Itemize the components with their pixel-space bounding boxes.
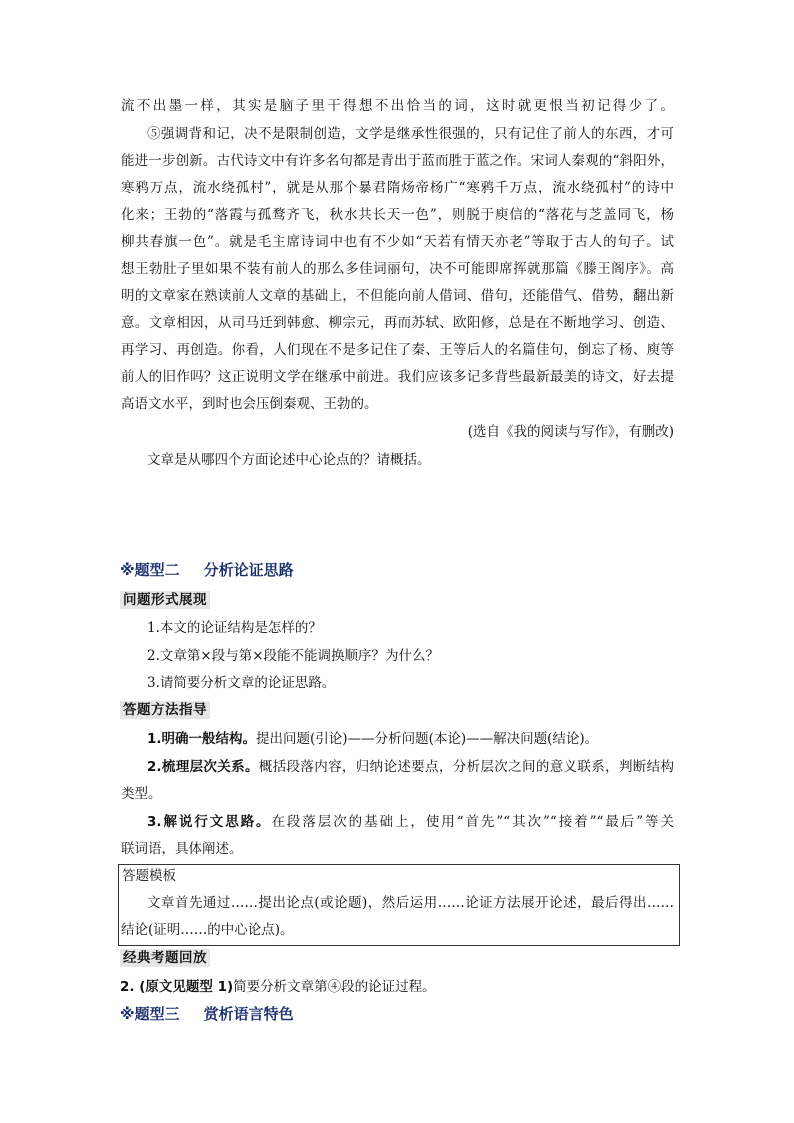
review-ref: 2. (原文见题型 1) [120,979,234,995]
method-item-3 [147,812,674,832]
method-text: 概括段落内容，归纳论述要点，分析层次之间的意义联系，判断结构 [258,759,674,775]
method-item-1 [147,729,598,749]
section-title: 分析论证思路 [203,561,294,579]
method-label: 答题方法指导 [120,701,210,719]
question-text: 文章是从哪四个方面论述中心论点的？请概括。 [147,452,431,468]
passage-line: 寒鸦万点，流水绕孤村”，就是从那个暴君隋炀帝杨广“寒鸦千万点，流水绕孤村”的诗中 [121,180,674,196]
template-title: 答题模板 [122,868,176,884]
passage-line: 意。文章相因，从司马迁到韩愈、柳宗元，再而苏轼、欧阳修，总是在不断地学习、创造、 [121,315,674,331]
method-item-2 [147,757,674,777]
passage-line: 再学习、再创造。你看，人们现在不是多记住了秦、王等后人的名篇佳句，倒忘了杨、庾等 [121,342,674,358]
section-mark: ※题型二 [120,561,180,579]
passage-line: 明的文章家在熟读前人文章的基础上，不但能向前人借词、借句，还能借气、借势，翻出新 [121,288,674,304]
review-question [120,977,436,997]
method-title: 1.明确一般结构。 [147,731,257,747]
section-heading-3 [120,1003,294,1025]
passage-line: 想王勃肚子里如果不装有前人的那么多佳词丽句，决不可能即席挥就那篇《滕王阁序》。高 [121,261,674,277]
method-text-cont: 联词语，具体阐述。 [121,841,243,857]
passage-line: ⑤强调背和记，决不是限制创造，文学是继承性很强的，只有记住了前人的东西，才可 [147,126,674,142]
passage-line: 高语文水平，到时也会压倒秦观、王勃的。 [121,396,378,412]
form-item: 1.本文的论证结构是怎样的？ [147,620,322,636]
review-label: 经典考题回放 [120,949,210,967]
method-text-cont: 类型。 [121,786,162,802]
passage-line: 前人的旧作吗？这正说明文学在继承中前进。我们应该多记多背些最新最美的诗文，好去提 [121,369,674,385]
forms-label: 问题形式展现 [120,591,210,609]
section-title: 赏析语言特色 [203,1005,294,1023]
method-title: 3.解说行文思路。 [147,814,272,830]
passage-line: 柳共春旗一色”。就是毛主席诗词中也有不少如“天若有情天亦老”等取于古人的句子。试 [121,234,674,250]
template-line: 结论(证明……的中心论点)。 [121,922,294,938]
method-title: 2.梳理层次关系。 [147,759,259,775]
form-item: 2.文章第×段与第×段能不能调换顺序？为什么？ [147,648,440,664]
passage-line: 化来；王勃的“落霞与孤鹜齐飞，秋水共长天一色”，则脱于庾信的“落花与芝盖同飞，杨 [121,207,674,223]
method-text: 提出问题(引论)——分析问题(本论)——解决问题(结论)。 [256,731,599,747]
method-text: 在段落层次的基础上，使用“首先”“其次”“接着”“最后”等关 [271,814,674,830]
review-text: 简要分析文章第④段的论证过程。 [233,979,436,995]
source-citation: (选自《我的阅读与写作》，有删改) [467,424,674,440]
passage-line: 流不出墨一样，其实是脑子里干得想不出恰当的词，这时就更恨当初记得少了。 [121,98,674,114]
section-mark: ※题型三 [120,1005,180,1023]
section-heading-2 [120,559,294,581]
form-item: 3.请简要分析文章的论证思路。 [147,675,336,691]
passage-line: 能进一步创新。古代诗文中有许多名句都是青出于蓝而胜于蓝之作。宋词人秦观的“斜阳外， [121,153,674,169]
template-line: 文章首先通过……提出论点(或论题)，然后运用……论证方法展开论述，最后得出…… [147,895,674,911]
